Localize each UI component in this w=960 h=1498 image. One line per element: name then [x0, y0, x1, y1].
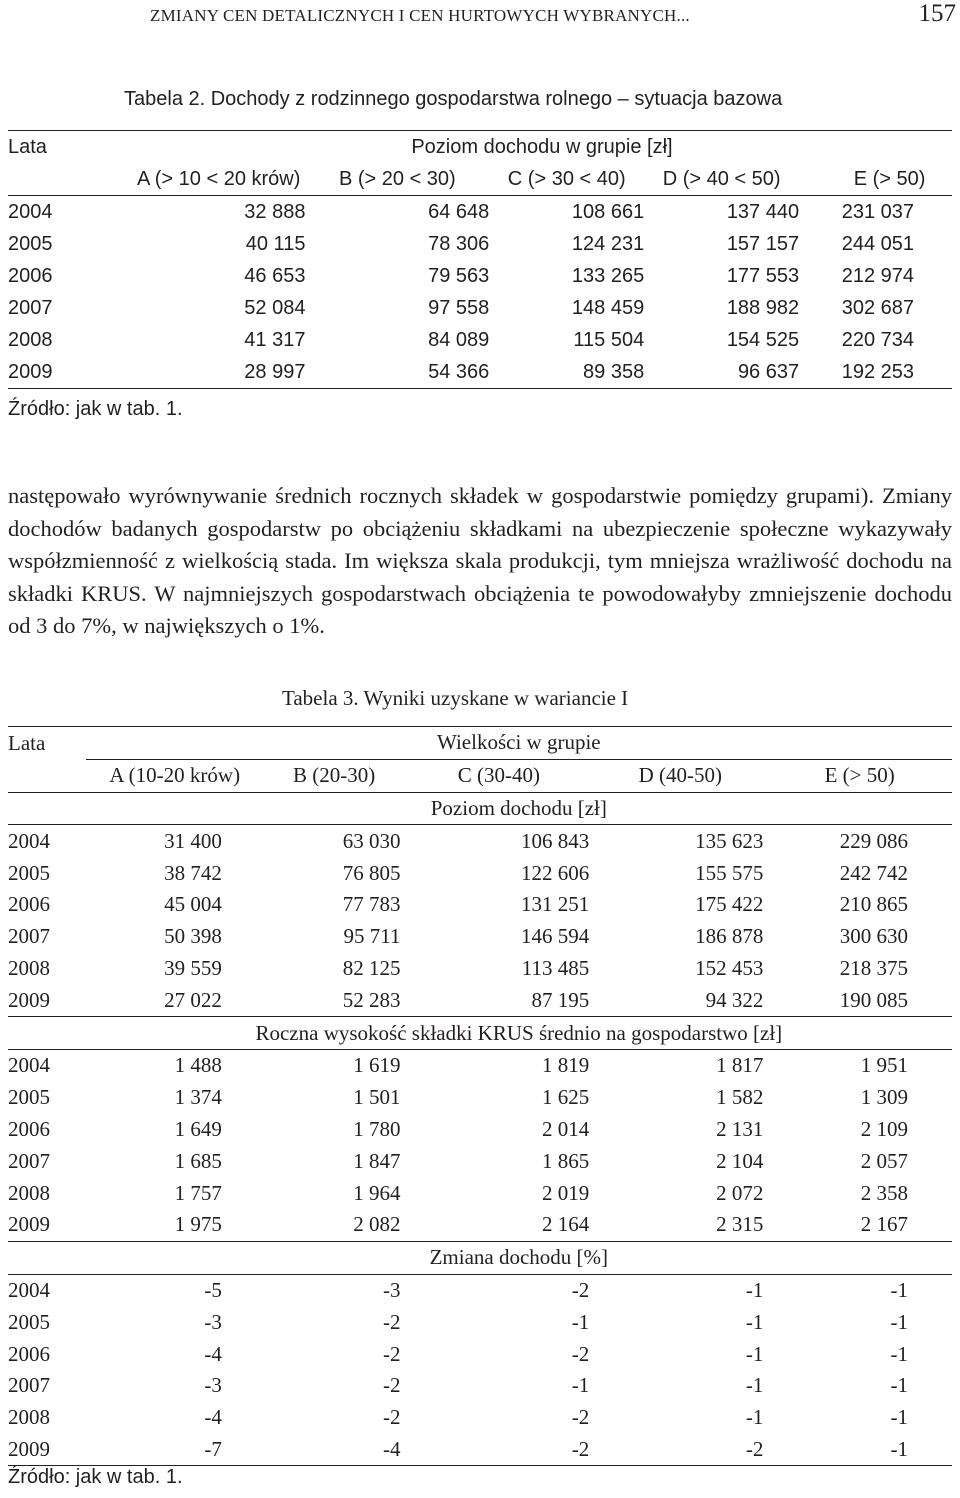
value-cell: -2: [571, 1341, 590, 1366]
table2-year-header: Lata: [8, 135, 47, 158]
value-cell: 76 805: [342, 860, 401, 885]
value-cell: 2 167: [860, 1212, 908, 1237]
year-cell: 2009: [8, 1212, 50, 1237]
year-cell: 2005: [8, 860, 50, 885]
value-cell: 192 253: [841, 360, 914, 383]
year-cell: 2005: [8, 1085, 50, 1110]
value-cell: 124 231: [571, 232, 645, 255]
value-cell: -1: [745, 1277, 764, 1302]
value-cell: -2: [382, 1405, 401, 1430]
year-cell: 2006: [8, 264, 53, 287]
table2-caption: Tabela 2. Dochody z rodzinnego gospodarstwa rolnego – sytuacja bazowa: [124, 88, 783, 110]
value-cell: 218 375: [839, 955, 908, 980]
value-cell: 45 004: [164, 892, 222, 917]
table-row: [8, 228, 952, 260]
year-cell: 2004: [8, 1277, 50, 1302]
value-cell: -1: [890, 1405, 908, 1430]
value-cell: 82 125: [342, 955, 401, 980]
value-cell: 2 014: [542, 1116, 590, 1141]
value-cell: -2: [571, 1277, 590, 1302]
value-cell: 52 283: [342, 987, 401, 1012]
value-cell: 31 400: [164, 828, 222, 853]
value-cell: 54 366: [428, 360, 490, 383]
value-cell: 1 964: [353, 1180, 401, 1205]
table3-col-header: C (30-40): [457, 763, 540, 788]
value-cell: 1 757: [174, 1180, 222, 1205]
value-cell: 1 625: [542, 1085, 590, 1110]
value-cell: 84 089: [428, 328, 490, 351]
page-number: 157: [918, 0, 956, 27]
value-cell: 2 164: [542, 1212, 590, 1237]
year-cell: 2005: [8, 232, 53, 255]
table3: [8, 726, 952, 1466]
value-cell: 77 783: [342, 892, 401, 917]
value-cell: 1 817: [716, 1053, 764, 1078]
value-cell: 1 649: [174, 1116, 222, 1141]
year-cell: 2005: [8, 1309, 50, 1334]
value-cell: 79 563: [428, 264, 490, 287]
value-cell: 64 648: [428, 200, 490, 223]
value-cell: 1 865: [542, 1148, 590, 1173]
value-cell: 212 974: [841, 264, 914, 287]
value-cell: 177 553: [726, 264, 800, 287]
year-cell: 2009: [8, 987, 50, 1012]
table2-body: [8, 196, 952, 389]
value-cell: -2: [571, 1405, 590, 1430]
table-row: [8, 1338, 952, 1370]
section-header-row: [8, 1017, 952, 1050]
value-cell: 154 525: [726, 328, 800, 351]
table3-body: [8, 792, 952, 1466]
table-row: [8, 984, 952, 1016]
table2-source: Źródło: jak w tab. 1.: [8, 398, 183, 420]
value-cell: 1 780: [353, 1116, 401, 1141]
table-row: [8, 889, 952, 921]
value-cell: 1 501: [353, 1085, 401, 1110]
value-cell: 2 358: [860, 1180, 908, 1205]
table-row: [8, 356, 952, 389]
value-cell: 242 742: [839, 860, 908, 885]
table-row: [8, 953, 952, 985]
value-cell: 190 085: [839, 987, 908, 1012]
value-cell: -7: [204, 1436, 222, 1461]
table3-col-header: D (40-50): [638, 763, 722, 788]
value-cell: -5: [204, 1277, 222, 1302]
value-cell: 28 997: [244, 360, 306, 383]
value-cell: 2 019: [542, 1180, 590, 1205]
year-cell: 2008: [8, 1180, 50, 1205]
value-cell: 300 630: [839, 924, 908, 949]
value-cell: 133 265: [571, 264, 645, 287]
value-cell: -1: [571, 1373, 590, 1398]
year-cell: 2007: [8, 296, 53, 319]
table3-col-header: A (10-20 krów): [109, 763, 241, 788]
year-cell: 2006: [8, 1116, 50, 1141]
value-cell: 113 485: [521, 955, 590, 980]
value-cell: 2 109: [860, 1116, 908, 1141]
value-cell: -3: [204, 1373, 222, 1398]
year-cell: 2004: [8, 200, 53, 223]
value-cell: 210 865: [839, 892, 908, 917]
value-cell: 115 504: [573, 328, 645, 351]
value-cell: 1 975: [174, 1212, 222, 1237]
value-cell: 152 453: [695, 955, 764, 980]
year-cell: 2009: [8, 1436, 50, 1461]
table-row: [8, 196, 952, 229]
value-cell: -1: [745, 1405, 764, 1430]
year-cell: 2006: [8, 1341, 50, 1366]
year-cell: 2004: [8, 1053, 50, 1078]
year-cell: 2007: [8, 1148, 50, 1173]
value-cell: 175 422: [695, 892, 764, 917]
value-cell: 89 358: [583, 360, 645, 383]
value-cell: -1: [890, 1436, 908, 1461]
value-cell: 108 661: [571, 200, 645, 223]
value-cell: -4: [204, 1405, 222, 1430]
value-cell: -1: [571, 1309, 590, 1334]
value-cell: 2 057: [860, 1148, 908, 1173]
value-cell: 96 637: [737, 360, 800, 383]
value-cell: 39 559: [164, 955, 222, 980]
table2-col-header: C (> 30 < 40): [507, 167, 626, 190]
year-cell: 2008: [8, 955, 50, 980]
section-header-row: [8, 1241, 952, 1274]
value-cell: -3: [382, 1277, 401, 1302]
section-title: Poziom dochodu [zł]: [430, 795, 607, 820]
value-cell: 155 575: [695, 860, 764, 885]
table-row: [8, 292, 952, 324]
page-header: [0, 0, 960, 40]
value-cell: 188 982: [726, 296, 800, 319]
value-cell: -4: [204, 1341, 222, 1366]
value-cell: 2 131: [716, 1116, 764, 1141]
table-row: [8, 1114, 952, 1146]
table-row: [8, 1434, 952, 1466]
value-cell: -1: [890, 1309, 908, 1334]
value-cell: 157 157: [726, 232, 800, 255]
value-cell: 27 022: [164, 987, 222, 1012]
value-cell: -2: [382, 1373, 401, 1398]
value-cell: 229 086: [839, 828, 908, 853]
table3-year-header: Lata: [8, 730, 46, 755]
table-row: [8, 1402, 952, 1434]
table-row: [8, 1370, 952, 1402]
value-cell: 50 398: [164, 924, 222, 949]
value-cell: 220 734: [841, 328, 914, 351]
table-row: [8, 1145, 952, 1177]
value-cell: 87 195: [531, 987, 590, 1012]
value-cell: 1 819: [542, 1053, 590, 1078]
value-cell: 1 619: [353, 1053, 401, 1078]
table2-col-header: A (> 10 < 20 krów): [136, 167, 301, 190]
value-cell: 2 104: [716, 1148, 764, 1173]
section-title: Zmiana dochodu [%]: [429, 1245, 609, 1270]
value-cell: 2 072: [716, 1180, 764, 1205]
value-cell: 1 847: [353, 1148, 401, 1173]
value-cell: 131 251: [521, 892, 590, 917]
value-cell: 1 309: [860, 1085, 908, 1110]
value-cell: 94 322: [705, 987, 764, 1012]
table-row: [8, 1306, 952, 1338]
year-cell: 2007: [8, 924, 50, 949]
value-cell: 1 488: [174, 1053, 222, 1078]
value-cell: -1: [745, 1373, 764, 1398]
value-cell: 1 582: [716, 1085, 764, 1110]
table2: [8, 130, 952, 389]
value-cell: 302 687: [841, 296, 914, 319]
value-cell: 146 594: [521, 924, 590, 949]
table2-col-header: E (> 50): [853, 167, 926, 190]
value-cell: -1: [890, 1341, 908, 1366]
value-cell: 95 711: [343, 924, 401, 949]
year-cell: 2006: [8, 892, 50, 917]
table-row: [8, 921, 952, 953]
value-cell: -1: [745, 1309, 764, 1334]
table2-group-header: Poziom dochodu w grupie [zł]: [411, 135, 673, 158]
year-cell: 2009: [8, 360, 53, 383]
table3-caption: Tabela 3. Wyniki uzyskane w wariancie I: [282, 686, 629, 710]
value-cell: 97 558: [428, 296, 490, 319]
table2-col-header: B (> 20 < 30): [338, 167, 456, 190]
value-cell: -2: [745, 1436, 764, 1461]
table-row: [8, 1274, 952, 1306]
value-cell: 46 653: [244, 264, 306, 287]
value-cell: 32 888: [244, 200, 306, 223]
value-cell: 244 051: [841, 232, 914, 255]
value-cell: -1: [890, 1277, 908, 1302]
value-cell: 63 030: [342, 828, 401, 853]
value-cell: -4: [382, 1436, 401, 1461]
value-cell: 137 440: [726, 200, 800, 223]
table2-col-header: D (> 40 < 50): [662, 167, 781, 190]
value-cell: 106 843: [521, 828, 590, 853]
value-cell: 1 374: [174, 1085, 222, 1110]
value-cell: 135 623: [695, 828, 764, 853]
value-cell: -3: [204, 1309, 222, 1334]
value-cell: 41 317: [244, 328, 306, 351]
table-row: [8, 1082, 952, 1114]
section-header-row: [8, 792, 952, 825]
value-cell: 40 115: [245, 232, 306, 255]
table-row: [8, 260, 952, 292]
table3-group-header: Wielkości w grupie: [86, 727, 952, 760]
value-cell: -1: [890, 1373, 908, 1398]
year-cell: 2004: [8, 828, 50, 853]
value-cell: 1 951: [860, 1053, 908, 1078]
running-head: ZMIANY CEN DETALICZNYCH I CEN HURTOWYCH WYBRANYCH...: [150, 6, 690, 25]
year-cell: 2007: [8, 1373, 50, 1398]
value-cell: 78 306: [428, 232, 490, 255]
value-cell: 52 084: [244, 296, 306, 319]
value-cell: 231 037: [841, 200, 914, 223]
table-row: [8, 825, 952, 857]
table3-col-header: B (20-30): [293, 763, 376, 788]
table3-col-header: E (> 50): [824, 763, 895, 788]
table-row: [8, 1049, 952, 1081]
value-cell: 186 878: [695, 924, 764, 949]
value-cell: -2: [571, 1436, 590, 1461]
table-row: [8, 1209, 952, 1241]
table3-source: Źródło: jak w tab. 1.: [8, 1466, 183, 1488]
value-cell: 2 082: [353, 1212, 401, 1237]
section-title: Roczna wysokość składki KRUS średnio na gospodarstwo [zł]: [255, 1020, 783, 1045]
table-row: [8, 324, 952, 356]
value-cell: 122 606: [521, 860, 590, 885]
value-cell: 148 459: [571, 296, 645, 319]
value-cell: 2 315: [716, 1212, 764, 1237]
value-cell: 1 685: [174, 1148, 222, 1173]
value-cell: 38 742: [164, 860, 222, 885]
year-cell: 2008: [8, 328, 53, 351]
body-paragraph: następowało wyrównywanie średnich rocznych składek w gospodarstwie pomiędzy grupami). Zmiany dochodów badanych gospodarstw po obciążeniu składkami na ubezpieczenie społeczne wykazywały współzmienność z wielkością stada. Im większa skala produkcji, tym mniejsza wrażliwość dochodu na składki KRUS. W najmniejszych gospodarstwach obciążenia te powodowałyby zmniejszenie dochodu od 3 do 7%, w największych o 1%.: [8, 483, 952, 638]
value-cell: -2: [382, 1309, 401, 1334]
year-cell: 2008: [8, 1405, 50, 1430]
value-cell: -2: [382, 1341, 401, 1366]
table-row: [8, 857, 952, 889]
table-row: [8, 1177, 952, 1209]
value-cell: -1: [745, 1341, 764, 1366]
